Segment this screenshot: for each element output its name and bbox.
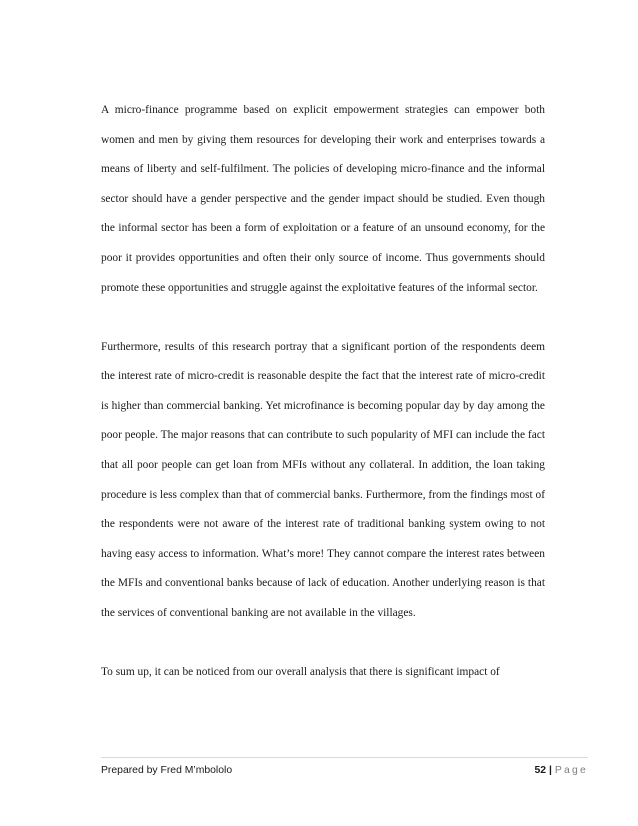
paragraph-summary: To sum up, it can be noticed from our overall analysis that there is significant impact of bbox=[101, 665, 500, 678]
body-text bbox=[101, 96, 545, 687]
paragraph-empowerment: A micro-finance programme based on explicit empowerment strategies can empower both women and men by giving them resources for developing their work and enterprises towards a means of liberty and self-fulfilment. The policies of developing micro-finance and the informal sector should have a gender perspective and the gender impact should be studied. Even though the informal sector has been a form of exploitation or a feature of an unsound economy, for the poor it provides opportunities and often their only source of income. Thus governments should promote these opportunities and struggle against the exploitative features of the informal sector. bbox=[101, 104, 545, 294]
footer-page-label bbox=[534, 765, 588, 776]
page-word: Page bbox=[554, 764, 588, 776]
paragraph-interest-rate: Furthermore, results of this research portray that a significant portion of the respondents deem the interest rate of micro-credit is reasonable despite the fact that the interest rate of micro-credit is higher than commercial banking. Yet microfinance is becoming popular day by day among the poor people. The major reasons that can contribute to such popularity of MFI can include the fact that all poor people can get loan from MFIs without any collateral. In addition, the loan taking procedure is less complex than that of commercial banks. Furthermore, from the findings most of the respondents were not aware of the interest rate of traditional banking system owing to not having easy access to information. What’s more! They cannot compare the interest rates between the MFIs and conventional banks because of lack of education. Another underlying reason is that the services of conventional banking are not available in the villages. bbox=[101, 340, 545, 619]
page-separator: | bbox=[549, 764, 552, 776]
footer-divider bbox=[101, 757, 588, 758]
page-footer bbox=[101, 762, 588, 778]
page-number: 52 bbox=[534, 764, 546, 776]
footer-author: Prepared by Fred M’mbololo bbox=[101, 764, 233, 776]
